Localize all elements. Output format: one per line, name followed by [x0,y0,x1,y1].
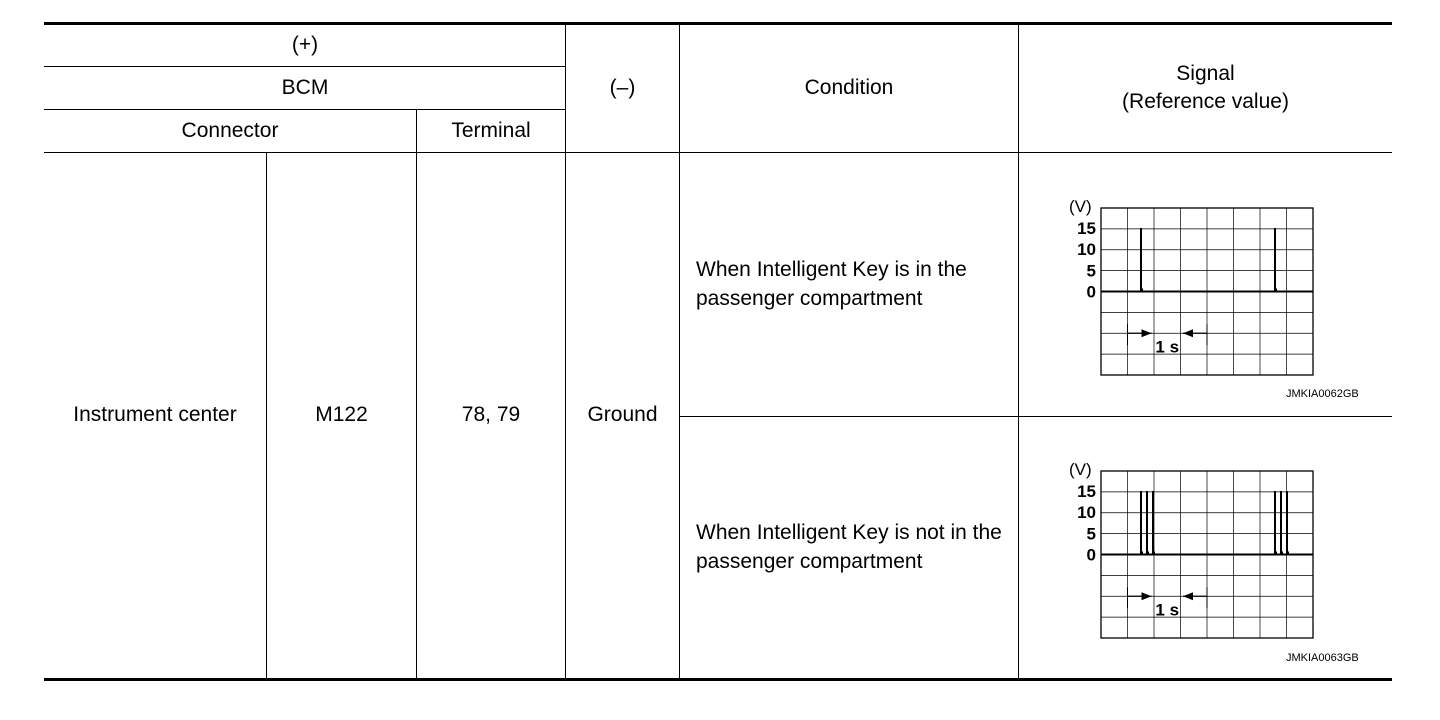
figure-id-2: JMKIA0063GB [1286,652,1359,664]
y-axis-label: (V) [1069,460,1092,479]
header-signal-subtitle: (Reference value) [1122,90,1289,113]
y-tick-label: 0 [1086,545,1096,565]
y-tick-label: 0 [1086,282,1096,302]
y-tick-label: 15 [1077,219,1096,238]
signal-chart-1 [1060,192,1320,382]
connector-name-cell: Instrument center [73,403,237,427]
header-signal [1019,24,1392,152]
header-bcm: BCM [281,75,329,99]
condition-cell-2: When Intelligent Key is not in the passenger compartment [696,521,1002,573]
header-signal-title: Signal [1176,61,1235,85]
scale-arrow-right-head [1183,592,1193,600]
y-tick-label: 5 [1086,261,1096,281]
y-tick-label: 10 [1077,240,1096,260]
table-bottom-rule [44,678,1392,681]
y-tick-label: 5 [1086,524,1096,544]
figure-id-1: JMKIA0062GB [1286,388,1359,400]
header-condition: Condition [804,75,894,99]
header-connector: Connector [181,118,279,142]
header-plus: (+) [291,32,319,56]
scale-arrow-left-head [1142,592,1152,600]
header-minus: (–) [609,75,636,99]
minus-ground-cell: Ground [587,403,658,427]
y-tick-label: 15 [1077,482,1096,501]
header-terminal: Terminal [451,118,531,142]
condition-cell-1: When Intelligent Key is in the passenger compartment [696,258,967,310]
time-scale-label: 1 s [1155,337,1180,357]
time-scale-label: 1 s [1155,600,1180,620]
y-tick-label: 10 [1077,503,1096,523]
scale-arrow-right-head [1183,329,1193,337]
y-axis-label: (V) [1069,197,1092,216]
connector-number-cell: M122 [315,403,368,427]
scale-arrow-left-head [1142,329,1152,337]
signal-chart-2 [1060,455,1320,645]
terminal-number-cell: 78, 79 [461,403,521,427]
